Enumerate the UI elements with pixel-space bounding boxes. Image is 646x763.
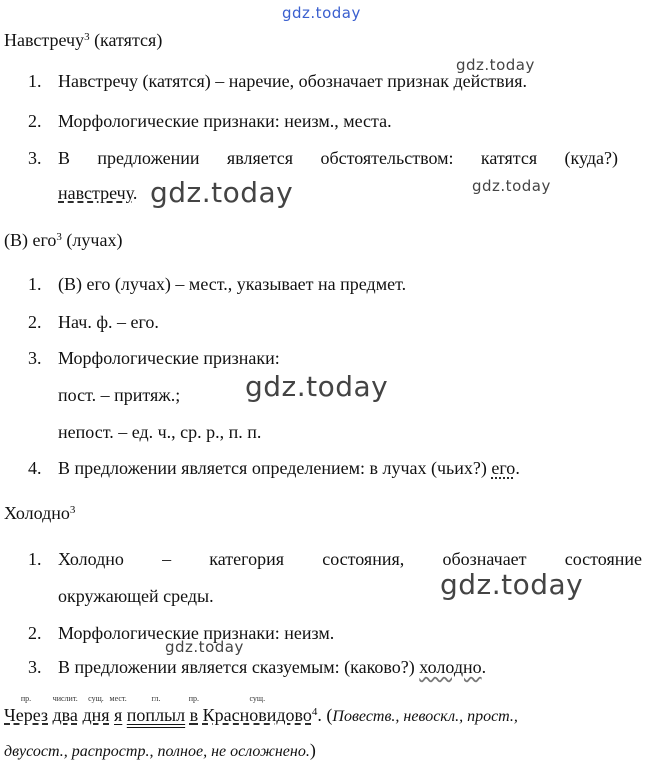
sentence-word xyxy=(52,694,78,726)
heading-word: Холодно xyxy=(4,503,70,523)
word-text: два xyxy=(52,705,78,725)
item-number: 3. xyxy=(28,348,42,368)
item-text: Морфологические признаки: неизм. xyxy=(58,623,335,643)
list-item xyxy=(28,147,618,169)
heading-word: Навстречу xyxy=(4,30,85,50)
nonconstant-features: непост. – ед. ч., ср. р., п. п. xyxy=(58,422,262,442)
item-text: (В) его (лучах) – мест., указывает на предмет. xyxy=(58,274,407,294)
watermark: gdz.today xyxy=(165,638,244,656)
item-text xyxy=(58,656,486,678)
sentence-word xyxy=(109,694,127,726)
item-number: 1. xyxy=(28,71,42,91)
item-continuation xyxy=(58,182,137,204)
item-number: 2. xyxy=(28,111,42,131)
pos-label: пр. xyxy=(20,694,32,703)
word-text: в xyxy=(189,705,199,725)
heading-rest: (катятся) xyxy=(89,30,163,50)
trailing-dot: . xyxy=(132,183,138,203)
sentence-dot: . xyxy=(317,705,322,725)
sentence-word xyxy=(126,694,186,726)
watermark: gdz.today xyxy=(440,568,584,601)
heading-sup: 3 xyxy=(56,231,62,243)
word-text: Красновидово xyxy=(202,705,312,725)
sentence-word xyxy=(4,694,49,726)
list-item xyxy=(28,70,618,92)
list-item xyxy=(28,548,642,570)
pos-label: сущ. xyxy=(88,694,104,703)
list-item xyxy=(28,622,335,644)
heading-rest: (лучах) xyxy=(61,230,123,250)
parsed-sentence xyxy=(4,694,644,728)
list-item xyxy=(28,347,280,369)
paren-open: ( xyxy=(321,705,333,725)
pos-label: числит. xyxy=(52,694,78,703)
item-continuation: окружающей среды. xyxy=(58,586,214,606)
item-text-main: В предложении является сказуемым: (каково?) xyxy=(58,657,420,677)
item-number: 1. xyxy=(28,549,42,569)
item-text: Морфологические признаки: неизм., места. xyxy=(58,111,392,131)
item-number: 2. xyxy=(28,623,42,643)
item-text xyxy=(58,457,520,479)
list-item xyxy=(28,273,407,295)
sentence-word xyxy=(202,694,312,726)
trailing-dot: . xyxy=(481,657,487,677)
sentence-word xyxy=(188,694,200,726)
word-text: я xyxy=(114,705,123,725)
heading-word: (В) его xyxy=(4,230,57,250)
pos-label: мест. xyxy=(109,694,127,703)
list-item xyxy=(28,311,159,333)
watermark: gdz.today xyxy=(472,177,551,195)
watermark: gdz.today xyxy=(456,56,535,74)
heading-sup: 3 xyxy=(69,504,76,516)
constant-features: пост. – притяж.; xyxy=(58,385,181,405)
footnote-sup: 4 xyxy=(311,706,318,718)
sentence-description-continued xyxy=(4,739,316,763)
section-heading xyxy=(4,29,162,51)
paren-close: ) xyxy=(309,740,316,760)
sentence-description: двусост., распростр., полное, не осложнено. xyxy=(4,743,310,760)
watermark-top: gdz.today xyxy=(282,4,361,22)
item-text-main: В предложении является определением: в лучах (чьих?) xyxy=(58,458,492,478)
underlined-word: холодно xyxy=(419,657,482,677)
trailing-dot: . xyxy=(515,458,520,478)
pos-label: сущ. xyxy=(249,694,266,703)
sentence-word xyxy=(82,694,110,726)
item-number: 1. xyxy=(28,274,42,294)
item-text: Холодно – категория состояния, обозначает состояние xyxy=(58,549,642,569)
list-item xyxy=(28,110,618,132)
underlined-word: навстречу xyxy=(58,183,133,203)
item-number: 2. xyxy=(28,312,42,332)
pos-label: гл. xyxy=(151,694,161,703)
item-number: 3. xyxy=(28,657,42,677)
item-text: Навстречу (катятся) – наречие, обозначает признак действия. xyxy=(58,71,527,91)
sentence-description: Повеств., невоскл., прост., xyxy=(332,708,518,725)
underlined-word: его xyxy=(491,458,516,478)
word-text: дня xyxy=(82,705,110,725)
word-text: поплыл xyxy=(126,705,186,725)
word-text: Через xyxy=(4,705,49,725)
list-item xyxy=(28,656,487,678)
item-number: 3. xyxy=(28,148,42,168)
watermark: gdz.today xyxy=(150,176,294,209)
heading-sup: 3 xyxy=(84,31,90,43)
section-heading xyxy=(4,229,122,251)
watermark: gdz.today xyxy=(245,370,389,403)
item-text: Морфологические признаки: xyxy=(58,348,280,368)
item-text: В предложении является обстоятельством: катятся (куда?) xyxy=(58,148,618,168)
list-item xyxy=(28,457,520,479)
item-number: 4. xyxy=(28,458,42,478)
pos-label: пр. xyxy=(188,694,200,703)
section-heading xyxy=(4,502,75,524)
item-text: Нач. ф. – его. xyxy=(58,312,159,332)
